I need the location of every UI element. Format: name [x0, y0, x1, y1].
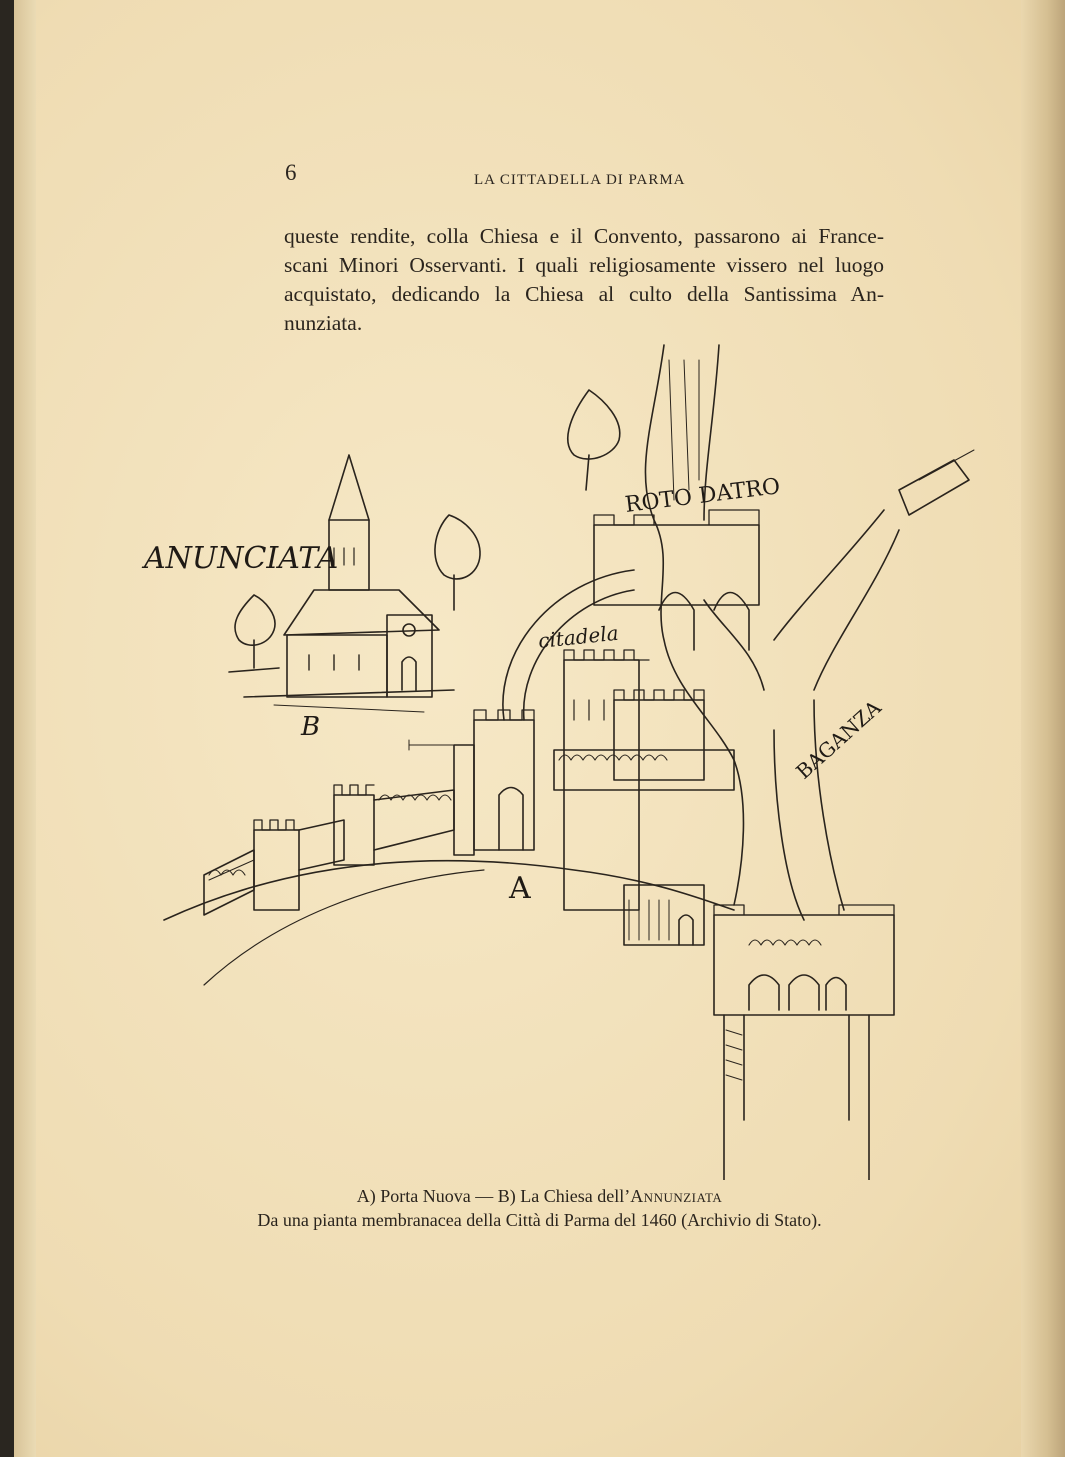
caption-prefix: A) Porta Nuova — B) La Chiesa dell’ — [356, 1186, 631, 1206]
figure-caption-line-1 — [14, 1186, 1065, 1207]
label-b: B — [301, 712, 321, 742]
body-line: acquistato, dedicando la Chiesa al culto della Santissima An- — [284, 282, 884, 306]
page-number: 6 — [285, 160, 297, 185]
body-line: scani Minori Osservanti. I quali religiosamente vissero nel luogo — [284, 253, 884, 277]
caption-church-name: Annunziata — [630, 1186, 723, 1206]
citadel-map-illustration — [14, 0, 1065, 1180]
running-head: LA CITTADELLA DI PARMA — [474, 172, 686, 188]
label-annunziata: ANUNCIATA — [144, 541, 339, 576]
label-citadela: citadela — [537, 620, 620, 653]
label-baganza: BAGANZA — [791, 695, 886, 784]
figure-caption-line-2: Da una pianta membranacea della Città di Parma del 1460 (Archivio di Stato). — [257, 1210, 822, 1230]
label-a: A — [509, 871, 531, 906]
label-roto-datro: ROTO DATRO — [623, 474, 782, 518]
body-line: nunziata. — [284, 311, 363, 335]
body-line: queste rendite, colla Chiesa e il Convento, passarono ai France- — [284, 224, 884, 248]
book-page — [14, 0, 1065, 1457]
